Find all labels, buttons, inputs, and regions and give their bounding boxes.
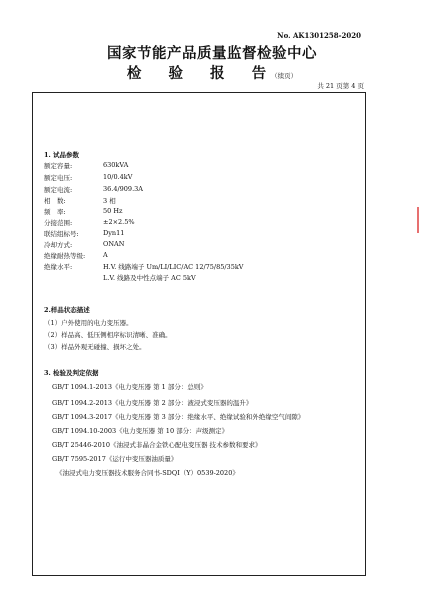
param-label: 联结组标号: (44, 230, 79, 238)
section-3-title: 3. 检验及判定依据 (44, 369, 99, 377)
center-name: 国家节能产品质量监督检验中心 (107, 45, 317, 62)
report-number: No. AK1301258-2020 (277, 31, 361, 40)
param-label: 分接范围: (44, 219, 73, 227)
section-1-title: 1. 试品参数 (44, 151, 80, 159)
standard-item: GB/T 1094.1-2013《电力变压器 第 1 部分：总则》 (52, 383, 207, 391)
param-value: A (103, 251, 108, 259)
param-value: 630kVA (103, 161, 129, 169)
param-label: 额定电压: (44, 174, 73, 182)
param-value: 3 相 (103, 197, 116, 205)
insulation-lv-value: L.V. 线路及中性点端子 AC 5kV (103, 274, 196, 282)
status-item: （2）样品高、低压侧相序标识清晰、准确。 (44, 331, 172, 339)
param-label: 冷却方式: (44, 241, 73, 249)
status-item: （3）样品外观无碰撞、损坏之处。 (44, 343, 146, 351)
param-value: ±2×2.5% (103, 218, 135, 226)
status-item: （1）户外使用的电力变压器。 (44, 319, 133, 327)
param-value: Dyn11 (103, 229, 125, 237)
param-label: 额定电流: (44, 186, 73, 194)
param-value: H.V. 线路端子 Um/LI/LIC/AC 12/75/85/35kV (103, 263, 244, 271)
standard-item: 《油浸式电力变压器技术服务合同书-SDQI（Y）0539-2020》 (56, 469, 239, 477)
param-value: 10/0.4kV (103, 173, 133, 181)
param-label: 额定容量: (44, 162, 73, 170)
param-value: ONAN (103, 240, 125, 248)
standard-item: GB/T 25446-2010《油浸式非晶合金铁心配电变压器 技术参数和要求》 (52, 441, 262, 449)
section-2-title: 2.样品状态描述 (44, 306, 90, 314)
param-label: 绝缘水平: (44, 263, 73, 271)
standard-item: GB/T 1094.2-2013《电力变压器 第 2 部分：液浸式变压器的温升》 (52, 399, 253, 407)
continued-label: （续页） (271, 72, 298, 80)
param-label: 相 数: (44, 197, 66, 205)
param-label: 频 率: (44, 208, 66, 216)
standard-item: GB/T 7595-2017《运行中变压器油质量》 (52, 455, 178, 463)
page-info: 共 21 页第 4 页 (317, 82, 364, 90)
report-title-line (0, 62, 424, 83)
param-label: 绝缘耐热等级: (44, 252, 86, 260)
seal-edge-mark (417, 207, 424, 233)
standard-item: GB/T 1094.10-2003《电力变压器 第 10 部分：声级测定》 (52, 427, 229, 435)
report-title: 检 验 报 告 (126, 65, 278, 82)
param-value: 36.4/909.3A (103, 185, 143, 193)
standard-item: GB/T 1094.3-2017《电力变压器 第 3 部分：绝缘水平、绝缘试验和外绝缘空气间隙》 (52, 413, 305, 421)
param-value: 50 Hz (103, 207, 123, 215)
